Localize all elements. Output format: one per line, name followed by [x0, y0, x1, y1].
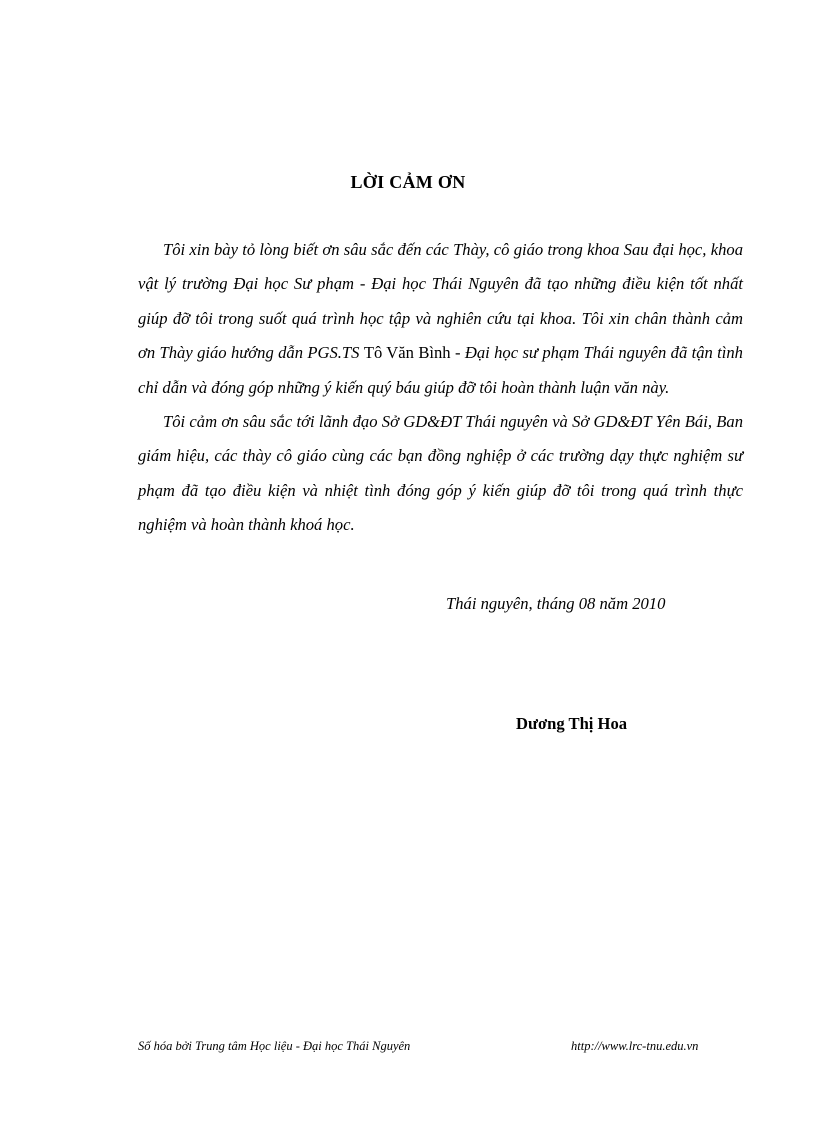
advisor-name: Tô Văn Bình: [363, 343, 451, 363]
paragraph-1-part-2: - Đại học sư phạm Thái nguyên đã tận tình chỉ dẫn và đóng góp những ý kiến quý báu giúp đỡ tôi hoàn thành luận văn này.: [138, 343, 743, 397]
paragraph-2: Tôi cảm ơn sâu sắc tới lãnh đạo Sở GD&ĐT Thái nguyên và Sở GD&ĐT Yên Bái, Ban giám hiệu, các thày cô giáo cùng các bạn đồng nghiệp ở các trường dạy thực nghiệm sư phạm đã tạo điều kiện và nhiệt tình đóng góp ý kiến giúp đỡ tôi trong quá trình thực nghiệm và hoàn thành khoá học.: [138, 412, 743, 535]
footer-url: http://www.lrc-tnu.edu.vn: [571, 1039, 699, 1053]
acknowledgement-body: [138, 233, 743, 543]
paragraph-1-part-1: Tôi xin bày tỏ lòng biết ơn sâu sắc đến các Thày, cô giáo trong khoa Sau đại học, khoa vật lý trường Đại học Sư phạm - Đại học Thái Nguyên đã tạo những điều kiện tốt nhất giúp đỡ tôi trong suốt quá trình học tập và nghiên cứu tại khoa. Tôi xin chân thành cảm ơn Thày giáo hướng dẫn PGS.TS: [138, 240, 743, 363]
place-date: Thái nguyên, tháng 08 năm 2010: [446, 594, 666, 613]
author-name: Dương Thị Hoa: [516, 714, 628, 733]
page-title: LỜI CẢM ƠN: [350, 172, 466, 192]
footer-source: Số hóa bởi Trung tâm Học liệu - Đại học Thái Nguyên: [138, 1039, 411, 1053]
paragraph-1: [138, 233, 743, 405]
